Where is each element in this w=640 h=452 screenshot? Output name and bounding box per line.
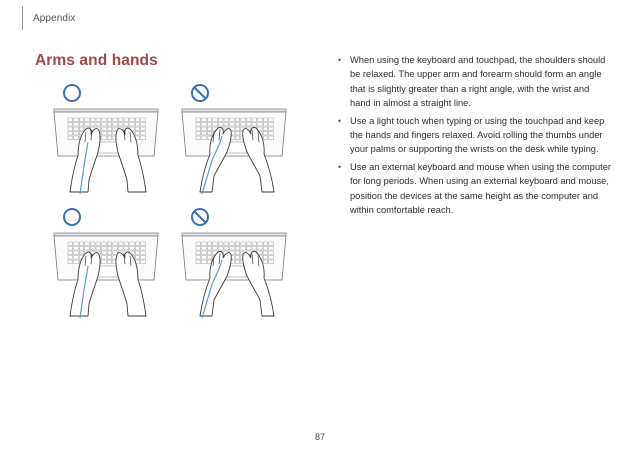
bullet-item [336,53,611,111]
prohibited-icon [192,85,208,101]
posture-illustration-incorrect-2 [180,204,292,319]
posture-drawing [180,80,292,195]
page-number: 87 [314,432,325,442]
posture-illustration-incorrect-1 [180,80,292,195]
prohibited-icon [192,209,208,225]
chapter-divider [22,6,23,30]
posture-drawing [52,204,164,319]
ergonomics-bullet-list [336,53,611,220]
bullet-text: When using the keyboard and touchpad, the shoulders should be relaxed. The upper arm and forearm should form an angle that is slightly greater than a right angle, with the wrist and hand in almost a straight line. [350,55,606,109]
bullet-dot-icon: • [338,161,342,172]
posture-drawing [52,80,164,195]
bullet-text: Use an external keyboard and mouse when using the computer for long periods. When using an external keyboard and mouse, position the devices at the same height as the computer and within comfortable reach. [350,161,611,216]
posture-illustration-correct-2 [52,204,164,319]
bullet-dot-icon: • [338,55,342,65]
bullet-dot-icon: • [338,115,342,126]
bullet-item [336,114,611,157]
chapter-label: Appendix [33,13,76,24]
circle-icon [64,85,80,101]
bullet-item [336,160,611,218]
posture-drawing [180,204,292,319]
section-title: Arms and hands [35,52,158,69]
circle-icon [64,209,80,225]
bullet-text: Use a light touch when typing or using the touchpad and keep the hands and fingers relaxed. Avoid rolling the thumbs under your palms or supporting the wrists on the desk while typing. [350,115,605,155]
posture-illustration-correct-1 [52,80,164,195]
